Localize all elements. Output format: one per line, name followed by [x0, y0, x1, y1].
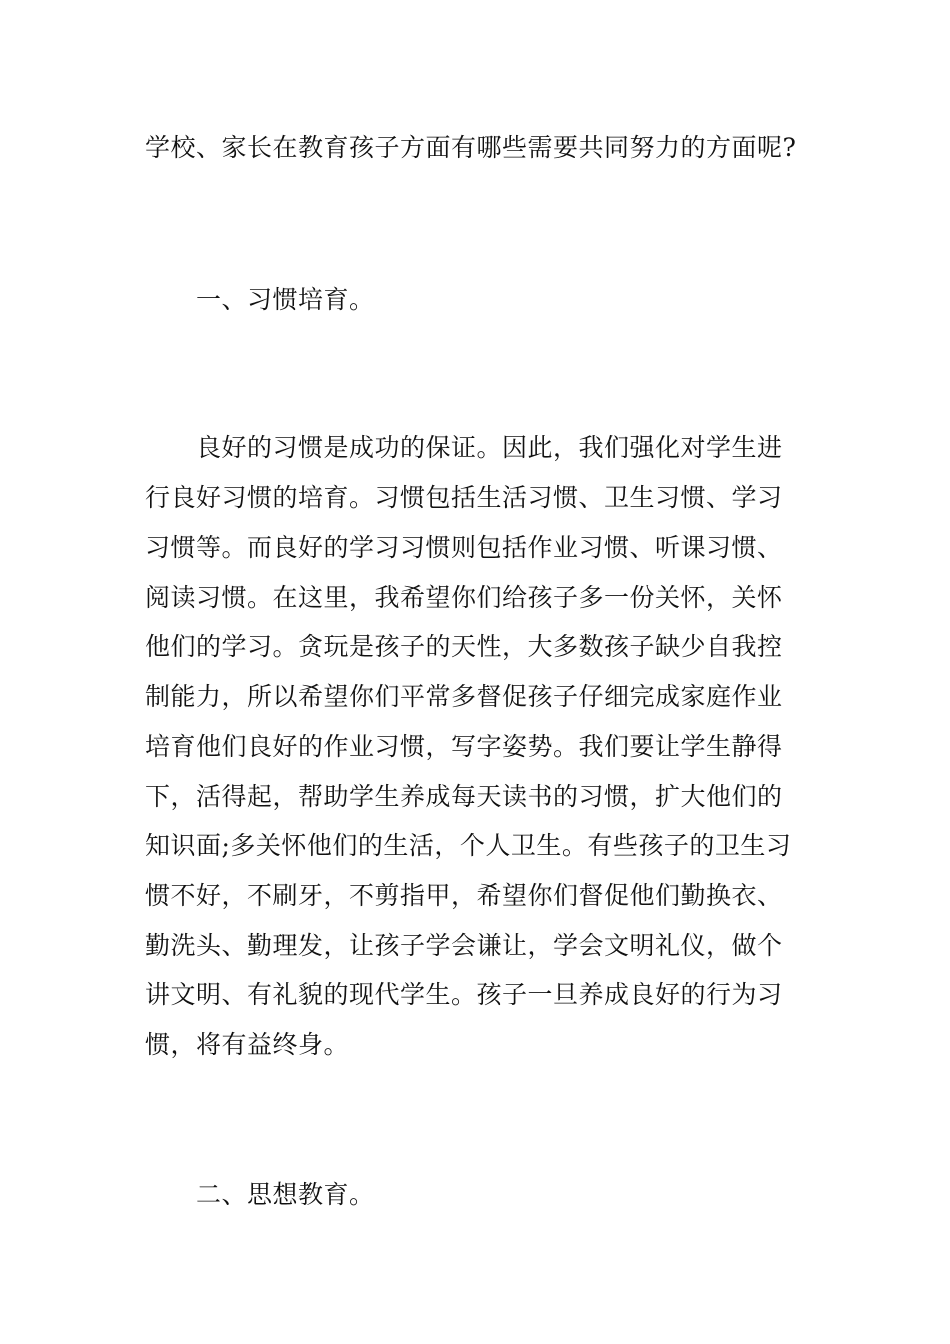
paragraph-line: 培育他们良好的作业习惯，写字姿势。我们要让学生静得: [145, 732, 783, 761]
section-heading-ideology: 二、思想教育。: [196, 1180, 375, 1209]
paragraph-line: 阅读习惯。在这里，我希望你们给孩子多一份关怀，关怀: [145, 583, 783, 612]
paragraph-line: 惯不好，不刷牙，不剪指甲，希望你们督促他们勤换衣、: [145, 881, 783, 910]
paragraph-line: 知识面;多关怀他们的生活，个人卫生。有些孩子的卫生习: [145, 831, 792, 860]
paragraph-line: 讲文明、有礼貌的现代学生。孩子一旦养成良好的行为习: [145, 980, 783, 1009]
paragraph-line: 习惯等。而良好的学习习惯则包括作业习惯、听课习惯、: [145, 533, 783, 562]
section-heading-habits: 一、习惯培育。: [196, 285, 375, 314]
paragraph-line: 行良好习惯的培育。习惯包括生活习惯、卫生习惯、学习: [145, 483, 783, 512]
intro-question: 学校、家长在教育孩子方面有哪些需要共同努力的方面呢?: [145, 133, 797, 162]
paragraph-line: 惯，将有益终身。: [145, 1030, 350, 1059]
paragraph-line: 良好的习惯是成功的保证。因此，我们强化对学生进: [196, 433, 783, 462]
paragraph-line: 勤洗头、勤理发，让孩子学会谦让，学会文明礼仪，做个: [145, 931, 783, 960]
paragraph-line: 他们的学习。贪玩是孩子的天性，大多数孩子缺少自我控: [145, 632, 783, 661]
paragraph-line: 制能力，所以希望你们平常多督促孩子仔细完成家庭作业: [145, 682, 783, 711]
paragraph-line: 下，活得起，帮助学生养成每天读书的习惯，扩大他们的: [145, 782, 783, 811]
